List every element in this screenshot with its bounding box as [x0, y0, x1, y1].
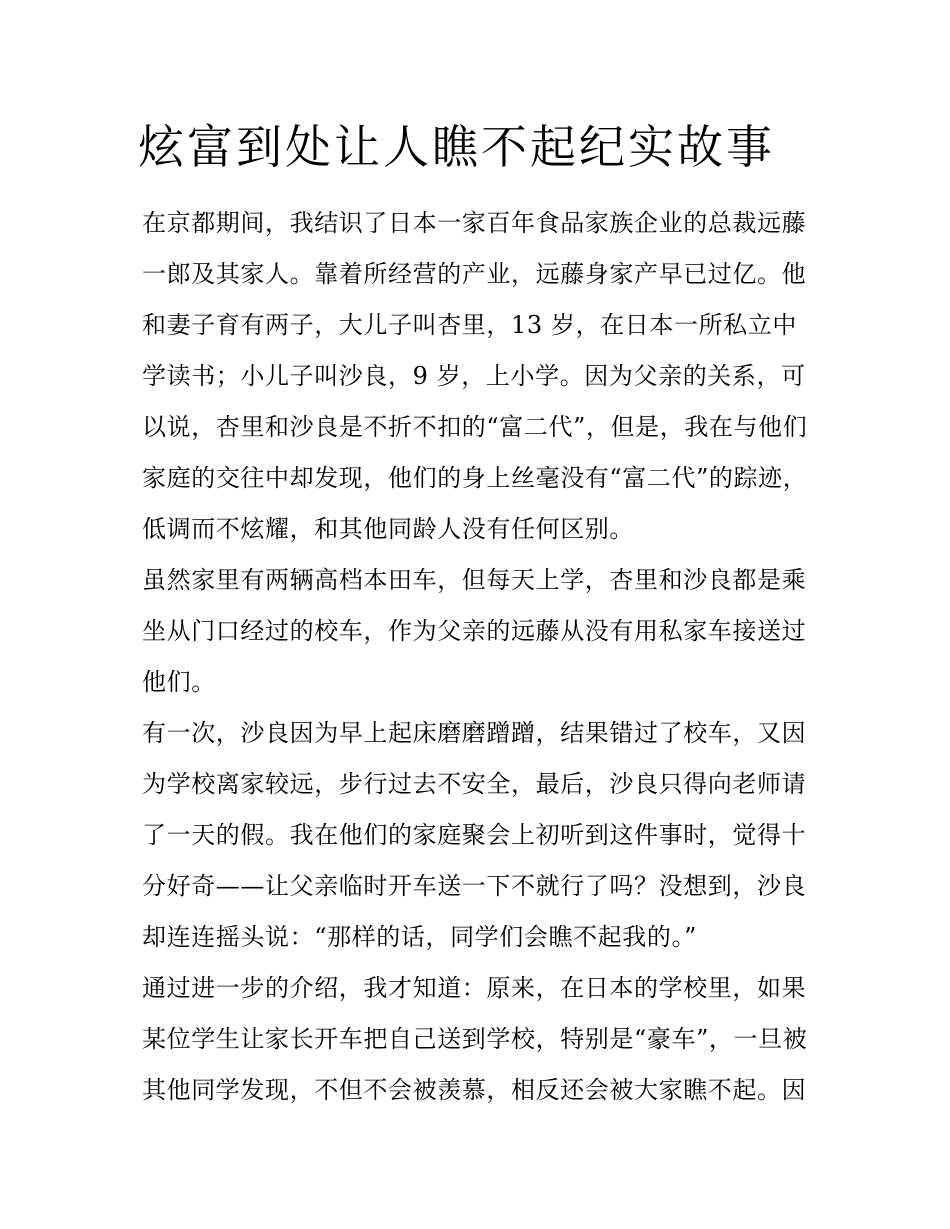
text-line: 一郎及其家人。靠着所经营的产业，远藤身家产早已过亿。他: [142, 260, 807, 288]
text-line: 分好奇——让父亲临时开车送一下不就行了吗？没想到，沙良: [142, 872, 807, 900]
paragraph-1: [142, 198, 822, 555]
text-line: 学读书；小儿子叫沙良，9 岁，上小学。因为父亲的关系，可: [142, 362, 806, 390]
text-line: 了一天的假。我在他们的家庭聚会上初听到这件事时，觉得十: [142, 821, 807, 849]
document-title: 炫富到处让人瞧不起纪实故事: [138, 120, 775, 174]
paragraph-3: [142, 708, 822, 963]
text-line: 低调而不炫耀，和其他同龄人没有任何区别。: [142, 515, 634, 543]
paragraph-2: [142, 555, 822, 708]
text-line: 家庭的交往中却发现，他们的身上丝毫没有“富二代”的踪迹，: [142, 464, 808, 492]
paragraph-4: [142, 963, 822, 1116]
text-line: 通过进一步的介绍，我才知道：原来，在日本的学校里，如果: [142, 974, 807, 1002]
text-line: 以说，杏里和沙良是不折不扣的“富二代”，但是，我在与他们: [142, 413, 808, 441]
text-line: 却连连摇头说：“那样的话，同学们会瞧不起我的。”: [142, 923, 697, 951]
text-line: 和妻子育有两子，大儿子叫杏里，13 岁，在日本一所私立中: [142, 311, 797, 339]
text-line: 为学校离家较远，步行过去不安全，最后，沙良只得向老师请: [142, 770, 807, 798]
text-line: 有一次，沙良因为早上起床磨磨蹭蹭，结果错过了校车，又因: [142, 719, 807, 747]
text-line: 虽然家里有两辆高档本田车，但每天上学，杏里和沙良都是乘: [142, 566, 807, 594]
text-line: 坐从门口经过的校车，作为父亲的远藤从没有用私家车接送过: [142, 617, 807, 645]
text-line: 在京都期间，我结识了日本一家百年食品家族企业的总裁远藤: [142, 209, 807, 237]
text-line: 他们。: [142, 668, 216, 696]
text-line: 某位学生让家长开车把自己送到学校，特别是“豪车”，一旦被: [142, 1025, 808, 1053]
text-line: 其他同学发现，不但不会被羡慕，相反还会被大家瞧不起。因: [142, 1076, 807, 1104]
document-body: [142, 198, 822, 1116]
